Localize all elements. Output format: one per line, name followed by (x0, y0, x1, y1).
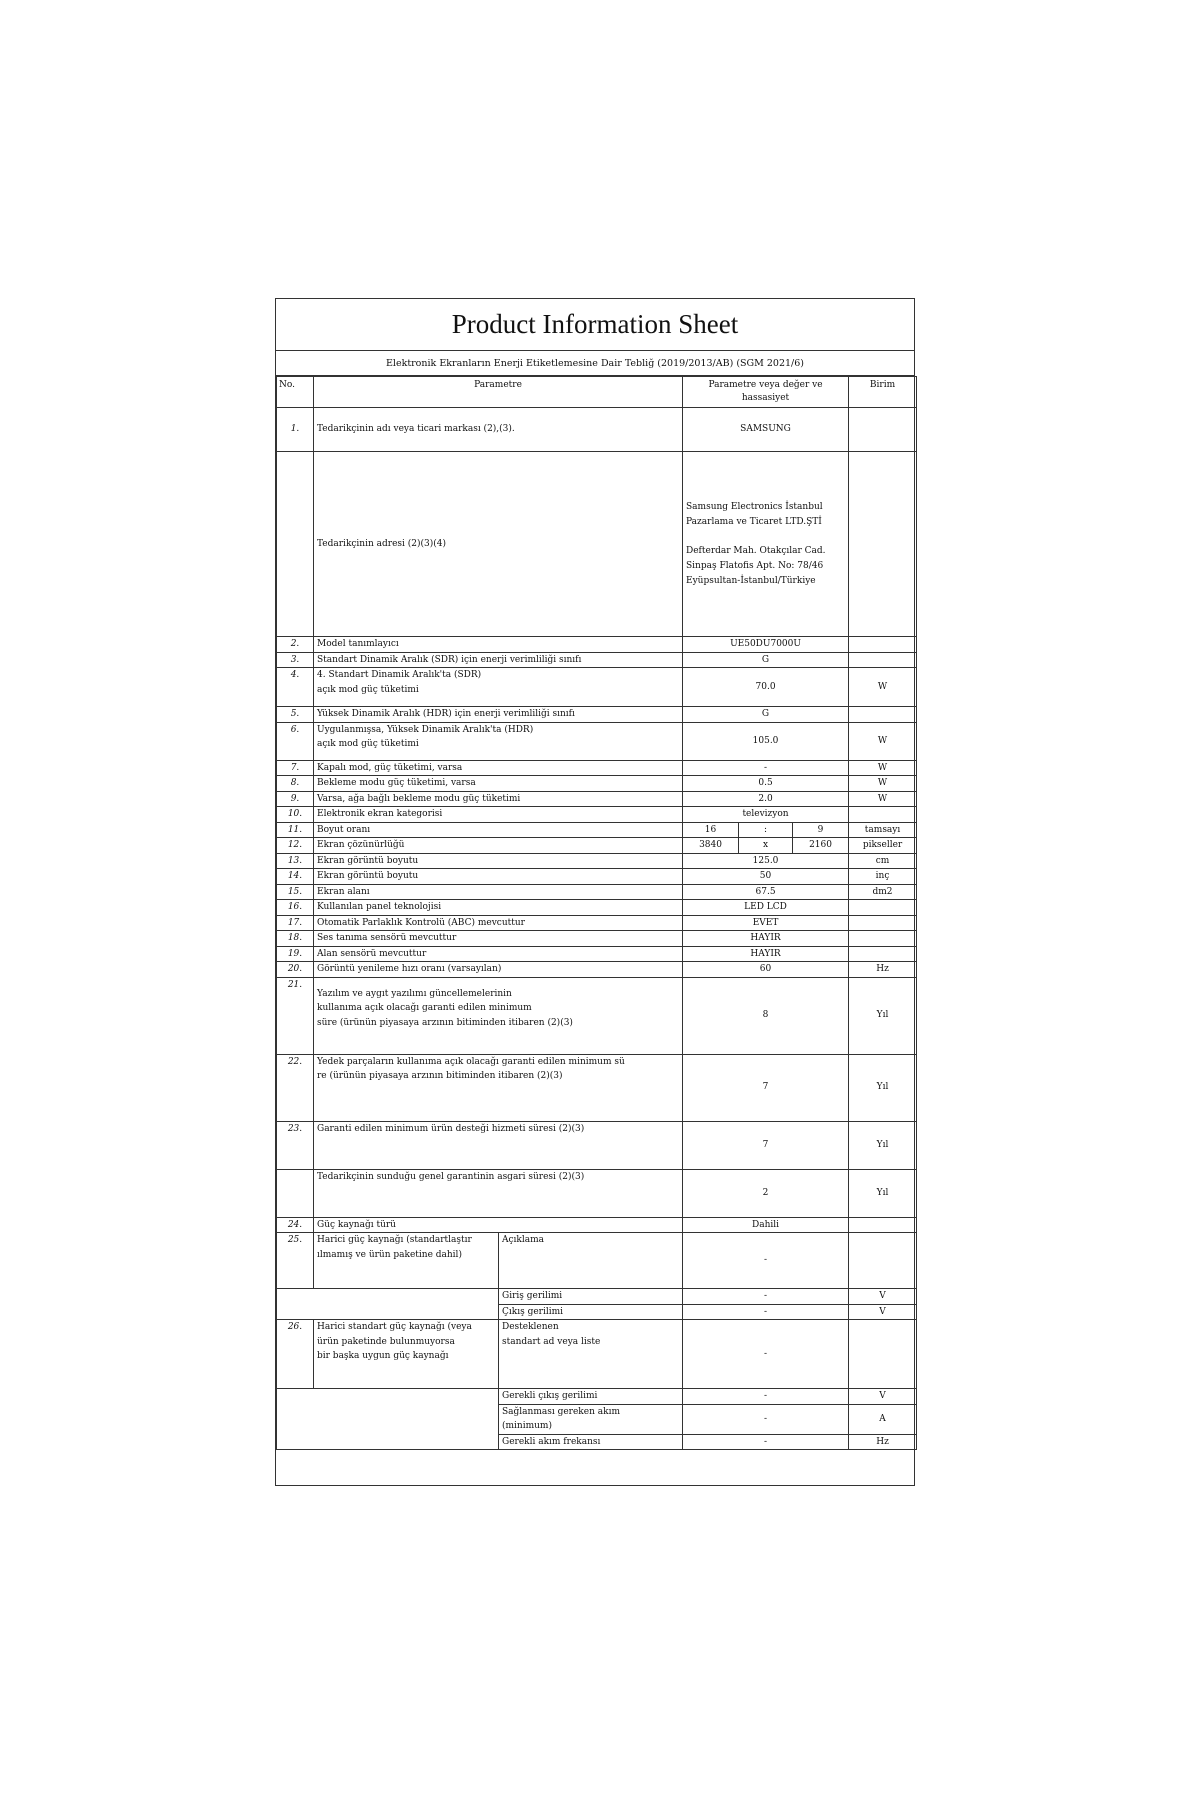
row-parameter: Tedarikçinin adı veya ticari markası (2),(3). (314, 408, 683, 452)
row-value: - (683, 1304, 849, 1320)
row-parameter: Ekran görüntü boyutu (314, 853, 683, 869)
table-row (277, 838, 917, 854)
table-row (277, 668, 917, 707)
aspect-ratio-height: 9 (793, 822, 849, 838)
row-unit (849, 408, 917, 452)
row-unit (849, 807, 917, 823)
table-row (277, 884, 917, 900)
row-unit (849, 1320, 917, 1389)
row-value: 67.5 (683, 884, 849, 900)
row-number: 20. (277, 962, 314, 978)
row-unit: Yıl (849, 977, 917, 1054)
row-parameter: Tedarikçinin adresi (2)(3)(4) (314, 452, 683, 637)
row-unit: W (849, 668, 917, 707)
row-value: - (683, 1289, 849, 1305)
row-blank (277, 1289, 499, 1320)
row-subparameter: Açıklama (499, 1233, 683, 1289)
parameter-line: açık mod güç tüketimi (317, 684, 419, 695)
row-value: 7 (683, 1121, 849, 1169)
row-parameter (314, 722, 683, 760)
row-parameter: Ekran görüntü boyutu (314, 869, 683, 885)
table-row (277, 452, 917, 637)
row-parameter (314, 1054, 683, 1121)
header-value: Parametre veya değer ve hassasiyet (683, 377, 849, 408)
header-parameter: Parametre (314, 377, 683, 408)
row-unit: Hz (849, 1434, 917, 1450)
table-row (277, 962, 917, 978)
row-value: 70.0 (683, 668, 849, 707)
subparameter-line: Desteklenen (502, 1322, 559, 1332)
row-value: 60 (683, 962, 849, 978)
row-value: - (683, 1320, 849, 1389)
table-row (277, 1121, 917, 1169)
row-parameter: Ses tanıma sensörü mevcuttur (314, 931, 683, 947)
row-number: 9. (277, 791, 314, 807)
table-row (277, 760, 917, 776)
row-unit: pikseller (849, 838, 917, 854)
row-value: SAMSUNG (683, 408, 849, 452)
row-value: 50 (683, 869, 849, 885)
table-row (277, 652, 917, 668)
parameter-line: bir başka uygun güç kaynağı (317, 1351, 449, 1361)
parameter-line: ılmamış ve ürün paketine dahil) (317, 1249, 462, 1260)
row-value: - (683, 1389, 849, 1405)
resolution-separator: x (739, 838, 793, 854)
row-subparameter (499, 1404, 683, 1434)
row-unit: V (849, 1289, 917, 1305)
row-parameter: Kullanılan panel teknolojisi (314, 900, 683, 916)
row-unit: Hz (849, 962, 917, 978)
row-subparameter: Gerekli akım frekansı (499, 1434, 683, 1450)
row-number: 14. (277, 869, 314, 885)
table-row (277, 1054, 917, 1121)
row-unit: cm (849, 853, 917, 869)
parameter-line: Harici standart güç kaynağı (veya (317, 1322, 472, 1332)
subparameter-line: (minimum) (502, 1421, 552, 1431)
row-unit: inç (849, 869, 917, 885)
table-row (277, 791, 917, 807)
row-unit: A (849, 1404, 917, 1434)
parameter-line: Uygulanmışsa, Yüksek Dinamik Aralık'ta (HDR) (317, 724, 534, 735)
table-row (277, 977, 917, 1054)
row-parameter: Standart Dinamik Aralık (SDR) için enerji verimliliği sınıfı (314, 652, 683, 668)
table-row (277, 1289, 917, 1305)
row-number: 3. (277, 652, 314, 668)
table-row (277, 807, 917, 823)
table-row (277, 869, 917, 885)
row-value: HAYIR (683, 946, 849, 962)
row-number: 16. (277, 900, 314, 916)
row-number: 22. (277, 1054, 314, 1121)
row-number: 21. (277, 977, 314, 1054)
row-unit: V (849, 1304, 917, 1320)
row-parameter (314, 668, 683, 707)
row-subparameter: Gerekli çıkış gerilimi (499, 1389, 683, 1405)
header-unit: Birim (849, 377, 917, 408)
parameter-line: Harici güç kaynağı (standartlaştır (317, 1235, 472, 1245)
row-unit (849, 1217, 917, 1233)
row-value: LED LCD (683, 900, 849, 916)
row-value: 2.0 (683, 791, 849, 807)
row-parameter: Kapalı mod, güç tüketimi, varsa (314, 760, 683, 776)
row-value: 2 (683, 1169, 849, 1217)
row-subparameter: Çıkış gerilimi (499, 1304, 683, 1320)
row-parameter: Boyut oranı (314, 822, 683, 838)
row-number (277, 1169, 314, 1217)
row-number: 6. (277, 722, 314, 760)
row-value: - (683, 1233, 849, 1289)
resolution-height: 2160 (793, 838, 849, 854)
row-number: 5. (277, 707, 314, 723)
row-parameter: Garanti edilen minimum ürün desteği hizmeti süresi (2)(3) (314, 1121, 683, 1169)
row-value: HAYIR (683, 931, 849, 947)
row-number: 25. (277, 1233, 314, 1289)
row-value: 125.0 (683, 853, 849, 869)
row-number: 17. (277, 915, 314, 931)
row-value: G (683, 707, 849, 723)
row-number: 13. (277, 853, 314, 869)
row-unit: W (849, 722, 917, 760)
row-number: 12. (277, 838, 314, 854)
row-parameter: Otomatik Parlaklık Kontrolü (ABC) mevcuttur (314, 915, 683, 931)
sheet-subtitle: Elektronik Ekranların Enerji Etiketlemesine Dair Tebliğ (2019/2013/AB) (SGM 2021/6) (276, 351, 914, 376)
row-parameter: Elektronik ekran kategorisi (314, 807, 683, 823)
row-number: 1. (277, 408, 314, 452)
row-number: 8. (277, 776, 314, 792)
table-row (277, 931, 917, 947)
row-parameter: Varsa, ağa bağlı bekleme modu güç tüketimi (314, 791, 683, 807)
row-unit (849, 637, 917, 653)
row-number: 11. (277, 822, 314, 838)
row-parameter: Alan sensörü mevcuttur (314, 946, 683, 962)
table-row (277, 1320, 917, 1389)
row-unit: tamsayı (849, 822, 917, 838)
row-blank (277, 1389, 499, 1450)
row-unit: dm2 (849, 884, 917, 900)
row-value: 105.0 (683, 722, 849, 760)
row-value: - (683, 1404, 849, 1434)
row-value: televizyon (683, 807, 849, 823)
row-value: - (683, 760, 849, 776)
parameter-line: re (ürünün piyasaya arzının bitiminden itibaren (2)(3) (317, 1071, 563, 1081)
table-row (277, 946, 917, 962)
row-parameter: Ekran çözünürlüğü (314, 838, 683, 854)
address-line: Sinpaş Flatofis Apt. No: 78/46 (686, 560, 824, 571)
row-parameter (314, 977, 683, 1054)
table-row (277, 1169, 917, 1217)
sheet-title: Product Information Sheet (276, 299, 914, 351)
table-row (277, 408, 917, 452)
row-number: 7. (277, 760, 314, 776)
table-row (277, 637, 917, 653)
row-parameter: Ekran alanı (314, 884, 683, 900)
row-subparameter: Giriş gerilimi (499, 1289, 683, 1305)
row-unit: Yıl (849, 1121, 917, 1169)
address-line: Pazarlama ve Ticaret LTD.ŞTİ (686, 516, 822, 527)
row-value: EVET (683, 915, 849, 931)
row-value: - (683, 1434, 849, 1450)
parameter-line: açık mod güç tüketimi (317, 739, 419, 749)
row-parameter: Görüntü yenileme hızı oranı (varsayılan) (314, 962, 683, 978)
row-unit (849, 915, 917, 931)
row-value: 7 (683, 1054, 849, 1121)
row-number: 18. (277, 931, 314, 947)
row-number: 4. (277, 668, 314, 707)
address-line: Defterdar Mah. Otakçılar Cad. (686, 545, 826, 556)
row-unit (849, 900, 917, 916)
table-row (277, 900, 917, 916)
row-unit: W (849, 791, 917, 807)
row-number (277, 452, 314, 637)
row-number: 23. (277, 1121, 314, 1169)
parameter-line: süre (ürünün piyasaya arzının bitiminden itibaren (2)(3) (317, 1017, 573, 1028)
row-parameter: Bekleme modu güç tüketimi, varsa (314, 776, 683, 792)
row-unit (849, 452, 917, 637)
parameter-table (276, 376, 917, 1450)
row-parameter: Tedarikçinin sunduğu genel garantinin asgari süresi (2)(3) (314, 1169, 683, 1217)
row-unit (849, 707, 917, 723)
product-information-sheet (275, 298, 915, 1486)
table-row (277, 1389, 917, 1405)
row-number: 15. (277, 884, 314, 900)
row-parameter (314, 1320, 499, 1389)
row-parameter: Yüksek Dinamik Aralık (HDR) için enerji verimliliği sınıfı (314, 707, 683, 723)
row-parameter: Model tanımlayıcı (314, 637, 683, 653)
parameter-line: Yedek parçaların kullanıma açık olacağı garanti edilen minimum sü (317, 1056, 625, 1067)
address-line: Samsung Electronics İstanbul (686, 501, 823, 512)
row-value: UE50DU7000U (683, 637, 849, 653)
row-unit: V (849, 1389, 917, 1405)
table-row (277, 853, 917, 869)
row-number: 26. (277, 1320, 314, 1389)
table-row (277, 1217, 917, 1233)
table-row (277, 776, 917, 792)
row-unit (849, 652, 917, 668)
supplier-address (683, 452, 849, 637)
row-subparameter (499, 1320, 683, 1389)
table-row (277, 915, 917, 931)
row-value: G (683, 652, 849, 668)
subparameter-line: Sağlanması gereken akım (502, 1406, 620, 1417)
table-header-row (277, 377, 917, 408)
address-line: Eyüpsultan-İstanbul/Türkiye (686, 575, 816, 586)
row-unit: W (849, 760, 917, 776)
aspect-ratio-width: 16 (683, 822, 739, 838)
parameter-line: kullanıma açık olacağı garanti edilen minimum (317, 1003, 532, 1014)
row-unit: Yıl (849, 1054, 917, 1121)
row-number: 19. (277, 946, 314, 962)
row-unit (849, 946, 917, 962)
row-parameter (314, 1233, 499, 1289)
subparameter-line: standart ad veya liste (502, 1336, 601, 1347)
row-number: 2. (277, 637, 314, 653)
parameter-line: 4. Standart Dinamik Aralık'ta (SDR) (317, 670, 482, 680)
row-unit: W (849, 776, 917, 792)
row-value: 8 (683, 977, 849, 1054)
parameter-line: Yazılım ve aygıt yazılımı güncellemelerinin (317, 988, 512, 999)
row-unit (849, 931, 917, 947)
row-number: 24. (277, 1217, 314, 1233)
row-parameter: Güç kaynağı türü (314, 1217, 683, 1233)
row-unit: Yıl (849, 1169, 917, 1217)
table-row (277, 822, 917, 838)
table-row (277, 707, 917, 723)
row-unit (849, 1233, 917, 1289)
row-number: 10. (277, 807, 314, 823)
resolution-width: 3840 (683, 838, 739, 854)
row-value: 0.5 (683, 776, 849, 792)
row-value: Dahili (683, 1217, 849, 1233)
parameter-line: ürün paketinde bulunmuyorsa (317, 1336, 455, 1347)
table-row (277, 722, 917, 760)
table-row (277, 1233, 917, 1289)
header-no: No. (277, 377, 314, 408)
aspect-ratio-separator: : (739, 822, 793, 838)
